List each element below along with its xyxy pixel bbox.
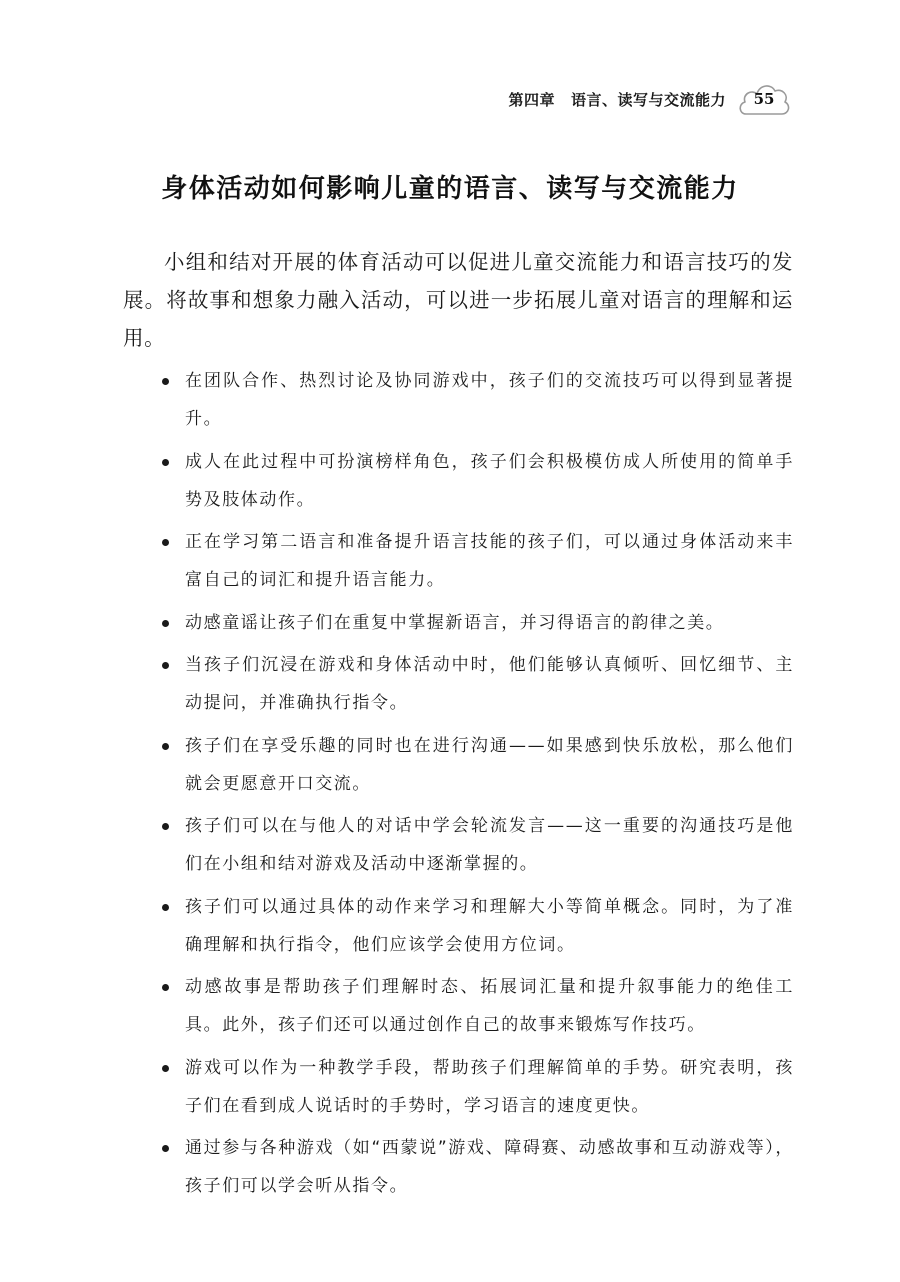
bullet-icon: [162, 378, 169, 385]
list-item-text: 动感故事是帮助孩子们理解时态、拓展词汇量和提升叙事能力的绝佳工具。此外，孩子们还可以通过创作自己的故事来锻炼写作技巧。: [185, 977, 794, 1035]
list-item: [160, 646, 794, 722]
bullet-icon: [162, 662, 169, 669]
list-item-text: 通过参与各种游戏（如“西蒙说”游戏、障碍赛、动感故事和互动游戏等），孩子们可以学会听从指令。: [185, 1138, 794, 1196]
list-item: [160, 604, 794, 642]
bullet-icon: [162, 459, 169, 466]
section-title: 身体活动如何影响儿童的语言、读写与交流能力: [161, 174, 739, 204]
list-item-text: 当孩子们沉浸在游戏和身体活动中时，他们能够认真倾听、回忆细节、主动提问，并准确执行指令。: [185, 655, 794, 713]
list-item: [160, 1049, 794, 1125]
list-item-text: 成人在此过程中可扮演榜样角色，孩子们会积极模仿成人所使用的简单手势及肢体动作。: [185, 451, 794, 510]
list-item: [160, 523, 794, 599]
bullet-icon: [162, 1065, 169, 1072]
running-header: [508, 74, 792, 124]
bullet-icon: [162, 1145, 169, 1152]
chapter-title: 语言、读写与交流能力: [570, 90, 726, 109]
list-item-text: 在团队合作、热烈讨论及协同游戏中，孩子们的交流技巧可以得到显著提升。: [185, 371, 794, 429]
intro-paragraph: 小组和结对开展的体育活动可以促进儿童交流能力和语言技巧的发展。将故事和想象力融入活动，可以进一步拓展儿童对语言的理解和运用。: [123, 250, 793, 350]
list-item: [160, 807, 794, 883]
bullet-list: [160, 362, 794, 1210]
bullet-icon: [162, 539, 169, 546]
list-item: [160, 727, 794, 803]
bullet-icon: [162, 823, 169, 830]
list-item-text: 正在学习第二语言和准备提升语言技能的孩子们，可以通过身体活动来丰富自己的词汇和提升语言能力。: [185, 532, 794, 590]
list-item-text: 孩子们可以通过具体的动作来学习和理解大小等简单概念。同时，为了准确理解和执行指令，他们应该学会使用方位词。: [185, 896, 794, 955]
list-item: [160, 888, 794, 964]
list-item-text: 孩子们在享受乐趣的同时也在进行沟通——如果感到快乐放松，那么他们就会更愿意开口交流。: [185, 735, 794, 794]
list-item: [160, 968, 794, 1044]
list-item-text: 动感童谣让孩子们在重复中掌握新语言，并习得语言的韵律之美。: [185, 612, 725, 633]
page-number: 55: [753, 90, 775, 108]
bullet-icon: [162, 984, 169, 991]
page-number-cloud: [736, 77, 792, 121]
list-item: [160, 362, 794, 438]
list-item: [160, 443, 794, 519]
list-item: [160, 1129, 794, 1205]
list-item-text: 游戏可以作为一种教学手段，帮助孩子们理解简单的手势。研究表明，孩子们在看到成人说话时的手势时，学习语言的速度更快。: [185, 1057, 794, 1116]
bullet-icon: [162, 743, 169, 750]
bullet-icon: [162, 904, 169, 911]
bullet-icon: [162, 620, 169, 627]
chapter-label: 第四章: [508, 90, 555, 109]
list-item-text: 孩子们可以在与他人的对话中学会轮流发言——这一重要的沟通技巧是他们在小组和结对游戏及活动中逐渐掌握的。: [185, 816, 794, 874]
